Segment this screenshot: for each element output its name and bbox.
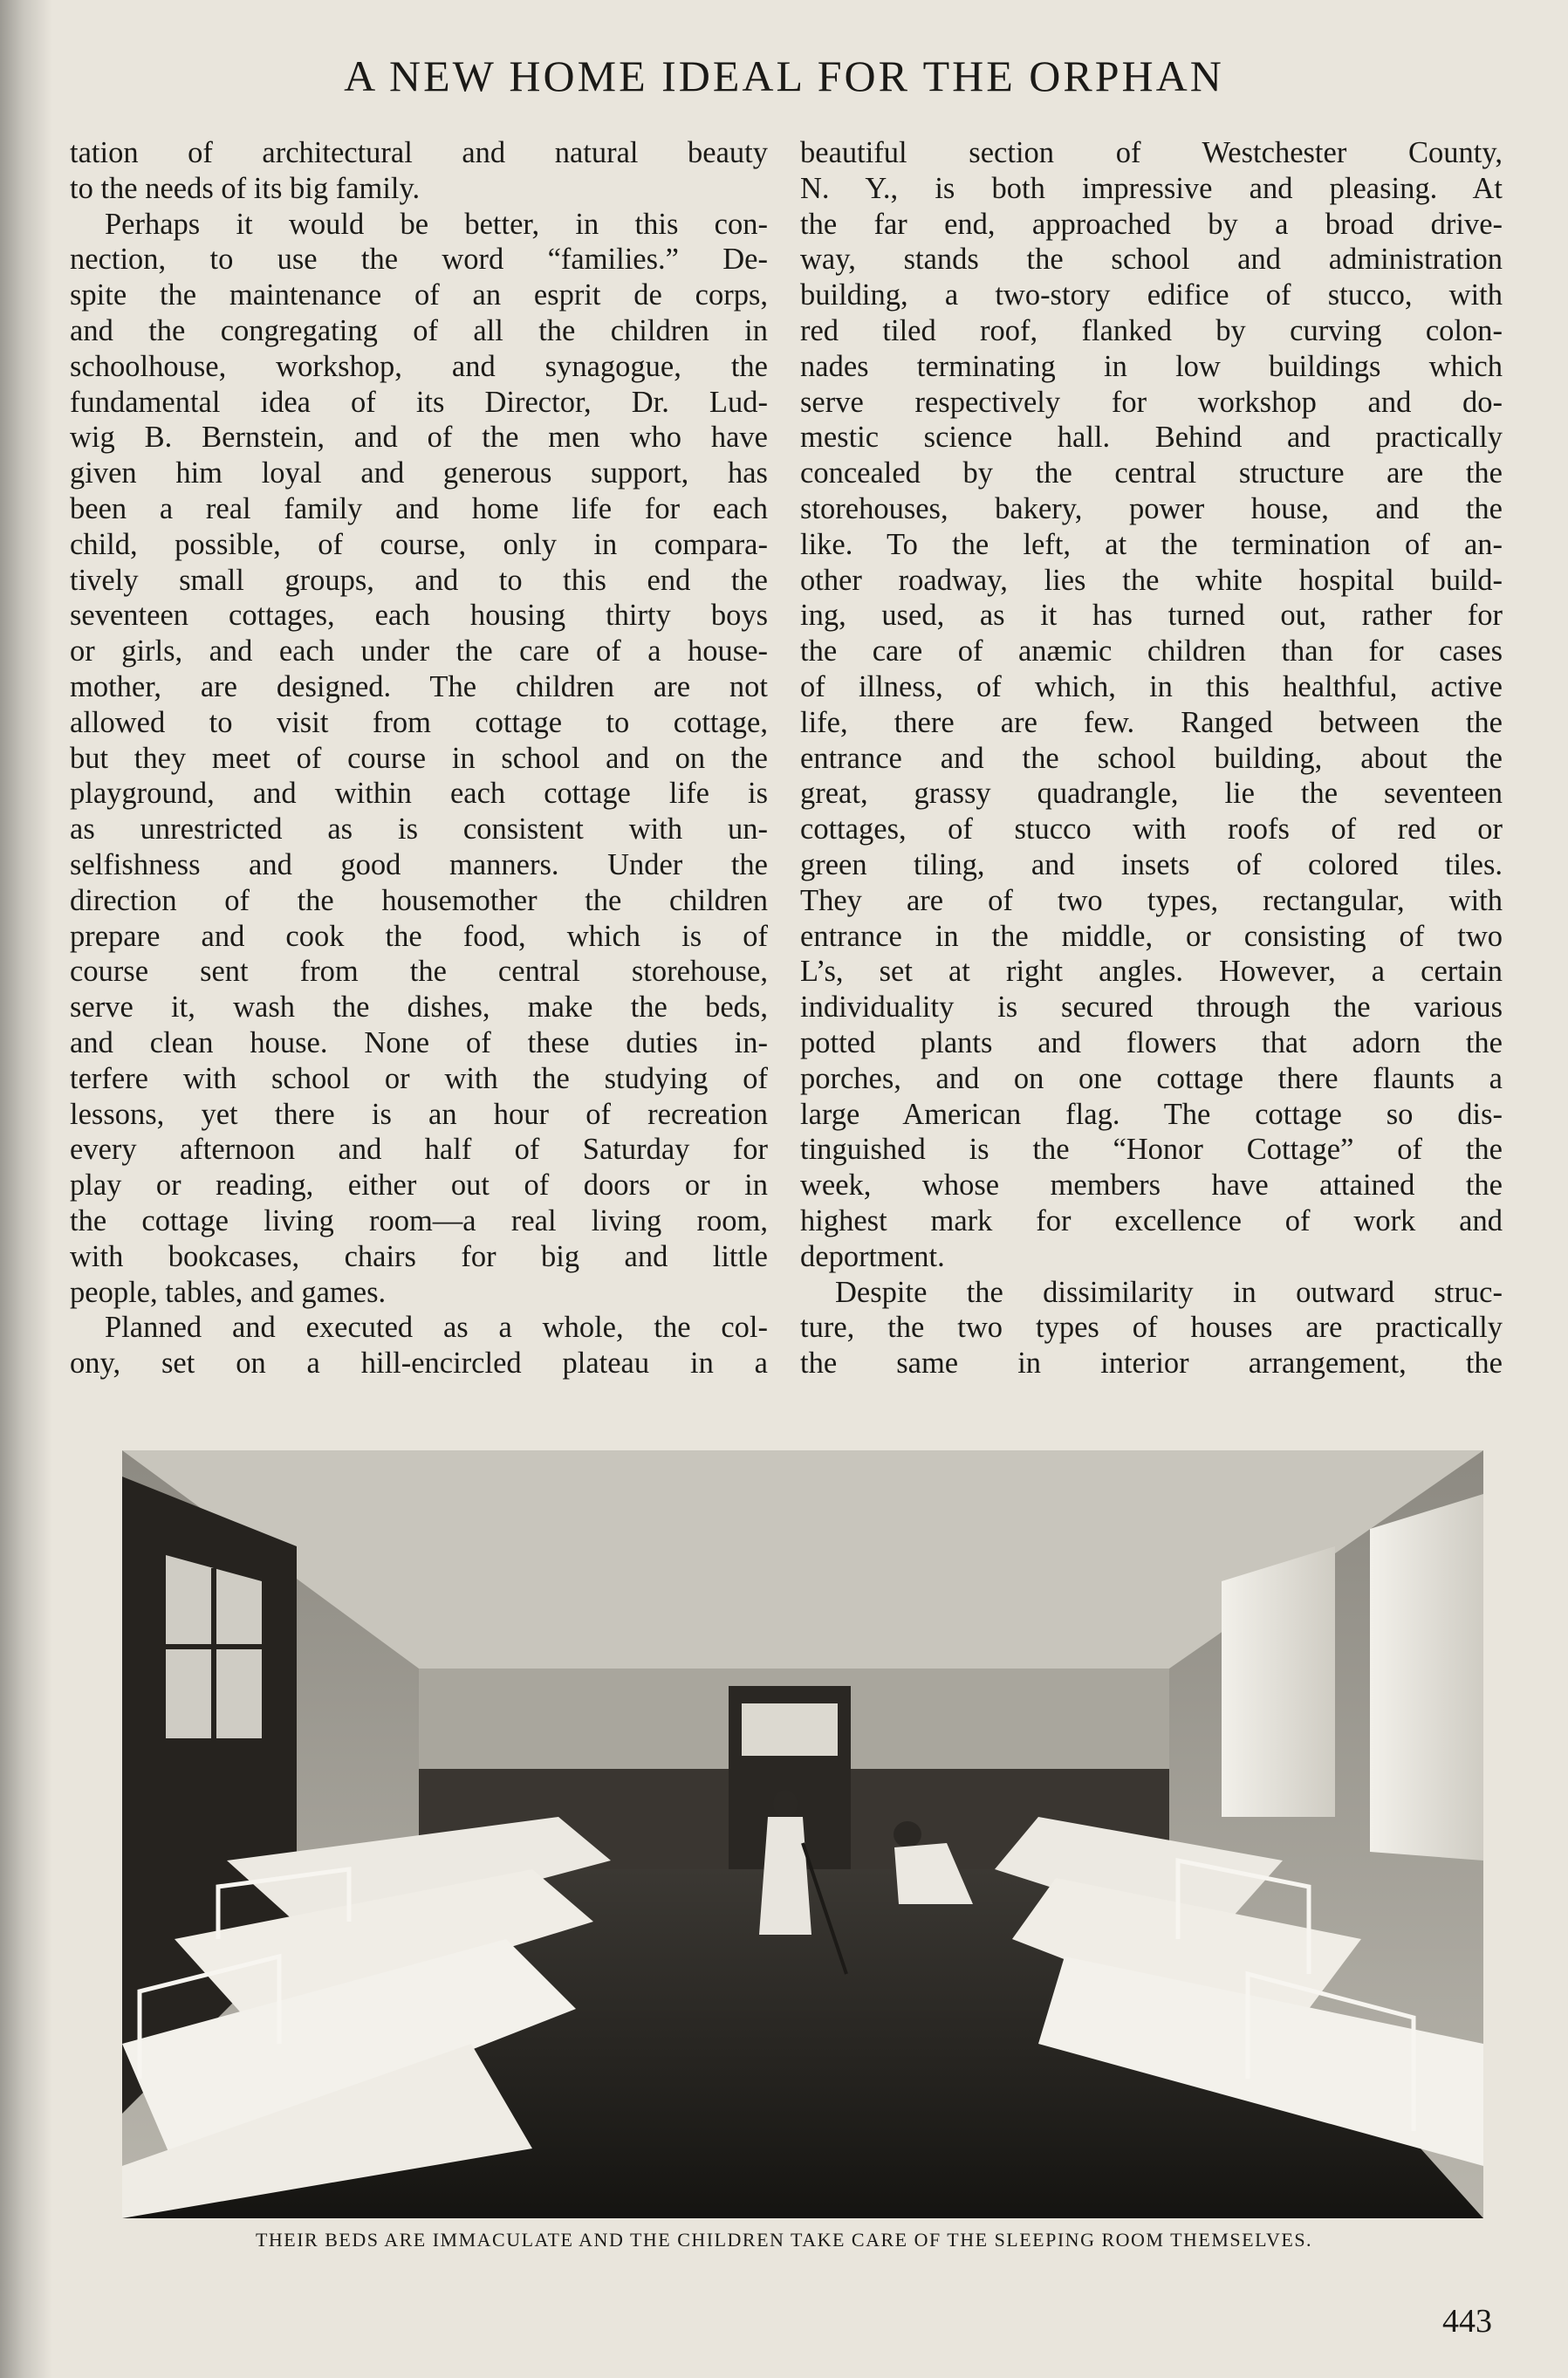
text-line: seventeen cottages, each housing thirty boys [70, 599, 768, 633]
text-line: lessons, yet there is an hour of recreation [70, 1097, 768, 1131]
text-line: people, tables, and games. [70, 1275, 387, 1309]
text-line: Planned and executed as a whole, the col- [105, 1311, 768, 1345]
text-line: storehouses, bakery, power house, and the [800, 491, 1503, 525]
text-line: the far end, approached by a broad drive- [800, 207, 1503, 241]
text-line: playground, and within each cottage life is [70, 777, 768, 811]
text-line: with bookcases, chairs for big and little [70, 1239, 768, 1273]
text-line: allowed to visit from cottage to cottage, [70, 705, 768, 739]
text-line: red tiled roof, flanked by curving colon- [800, 313, 1503, 347]
text-line: tation of architectural and natural beauty [70, 136, 768, 169]
left-text-column [70, 135, 768, 1381]
text-line: concealed by the central structure are the [800, 456, 1503, 490]
dormitory-photograph [122, 1450, 1483, 2218]
text-line: porches, and on one cottage there flaunts a [800, 1061, 1503, 1095]
text-line: green tiling, and insets of colored tiles. [800, 847, 1503, 881]
text-line: nection, to use the word “families.” De- [70, 243, 768, 277]
text-line: deportment. [800, 1239, 945, 1273]
text-line: serve respectively for workshop and do- [800, 385, 1503, 419]
text-line: Despite the dissimilarity in outward struc- [835, 1275, 1503, 1309]
text-line: ture, the two types of houses are practically [800, 1311, 1503, 1345]
text-line: child, possible, of course, only in compara- [70, 527, 768, 561]
text-line: the care of anæmic children than for cases [800, 634, 1503, 668]
page-title: A NEW HOME IDEAL FOR THE ORPHAN [344, 51, 1224, 100]
text-line: wig B. Bernstein, and of the men who have [70, 421, 768, 455]
text-line: the cottage living room—a real living room, [70, 1203, 768, 1237]
text-line: mestic science hall. Behind and practically [800, 421, 1503, 455]
text-line: building, a two-story edifice of stucco, with [800, 278, 1503, 312]
text-line: individuality is secured through the various [800, 990, 1503, 1025]
text-line: tively small groups, and to this end the [70, 563, 768, 597]
page-binding-shadow [0, 0, 52, 2378]
right-text-column [800, 135, 1503, 1381]
text-line: and clean house. None of these duties in- [70, 1025, 768, 1059]
text-line: selfishness and good manners. Under the [70, 847, 768, 881]
text-line: direction of the housemother the children [70, 883, 768, 917]
text-line: as unrestricted as is consistent with un- [70, 812, 768, 846]
text-line: Perhaps it would be better, in this con- [105, 207, 768, 241]
text-line: ing, used, as it has turned out, rather for [800, 599, 1503, 633]
page-number: 443 [1442, 2303, 1492, 2340]
text-line: spite the maintenance of an esprit de corps, [70, 278, 768, 312]
text-line: tinguished is the “Honor Cottage” of the [800, 1133, 1503, 1167]
text-line: mother, are designed. The children are not [70, 669, 768, 703]
text-line: terfere with school or with the studying of [70, 1061, 768, 1095]
text-line: to the needs of its big family. [70, 171, 421, 205]
text-line: potted plants and flowers that adorn the [800, 1025, 1503, 1059]
text-line: entrance in the middle, or consisting of two [800, 919, 1503, 953]
text-line: large American flag. The cottage so dis- [800, 1097, 1503, 1131]
text-line: the same in interior arrangement, the [800, 1347, 1503, 1381]
text-line: schoolhouse, workshop, and synagogue, the [70, 349, 768, 383]
text-line: given him loyal and generous support, has [70, 456, 768, 490]
text-line: ony, set on a hill-encircled plateau in a [70, 1347, 768, 1381]
text-line: way, stands the school and administration [800, 243, 1503, 277]
text-line: play or reading, either out of doors or in [70, 1168, 768, 1203]
text-line: every afternoon and half of Saturday for [70, 1133, 768, 1167]
text-line: but they meet of course in school and on the [70, 741, 768, 775]
text-line: life, there are few. Ranged between the [800, 705, 1503, 739]
text-line: been a real family and home life for each [70, 491, 768, 525]
text-line: beautiful section of Westchester County, [800, 136, 1503, 169]
text-line: of illness, of which, in this healthful, active [800, 669, 1503, 703]
text-line: other roadway, lies the white hospital build- [800, 563, 1503, 597]
text-line: and the congregating of all the children in [70, 313, 768, 347]
dormitory-photo-illustration [122, 1450, 1483, 2218]
text-line: entrance and the school building, about the [800, 741, 1503, 775]
figure-caption: THEIR BEDS ARE IMMACULATE AND THE CHILDREN TAKE CARE OF THE SLEEPING ROOM THEMSELVES. [255, 2229, 1313, 2251]
text-line: fundamental idea of its Director, Dr. Lud- [70, 385, 768, 419]
text-line: prepare and cook the food, which is of [70, 919, 768, 953]
text-line: week, whose members have attained the [800, 1168, 1503, 1203]
text-line: They are of two types, rectangular, with [800, 883, 1503, 917]
text-line: serve it, wash the dishes, make the beds, [70, 990, 768, 1025]
text-line: or girls, and each under the care of a house- [70, 634, 768, 668]
text-line: L’s, set at right angles. However, a certain [800, 955, 1503, 989]
text-line: cottages, of stucco with roofs of red or [800, 812, 1503, 846]
text-line: great, grassy quadrangle, lie the seventeen [800, 777, 1503, 811]
text-line: nades terminating in low buildings which [800, 349, 1503, 383]
text-line: N. Y., is both impressive and pleasing. At [800, 171, 1503, 205]
text-line: course sent from the central storehouse, [70, 955, 768, 989]
text-line: like. To the left, at the termination of an- [800, 527, 1503, 561]
text-line: highest mark for excellence of work and [800, 1203, 1503, 1237]
